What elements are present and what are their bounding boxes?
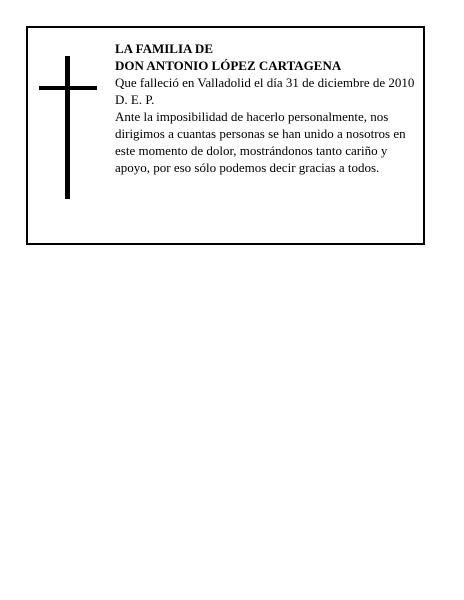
death-info: Que falleció en Valladolid el día 31 de diciembre de 2010 <box>115 75 415 90</box>
notice-text <box>115 40 425 176</box>
cross-horizontal-bar <box>39 86 97 90</box>
gratitude-message: Ante la imposibilidad de hacerlo personalmente, nos dirigimos a cuantas personas se han unido a nosotros en este momento de dolor, mostrándonos tanto cariño y apoyo, por eso sólo podemos decir gracias a todos. <box>115 109 406 175</box>
cross-vertical-bar <box>65 56 70 199</box>
obituary-notice <box>26 26 425 245</box>
rip-abbreviation: D. E. P. <box>115 92 155 107</box>
cross-icon <box>39 56 99 199</box>
heading-line-2: DON ANTONIO LÓPEZ CARTAGENA <box>115 58 342 73</box>
heading-line-1: LA FAMILIA DE <box>115 41 213 56</box>
